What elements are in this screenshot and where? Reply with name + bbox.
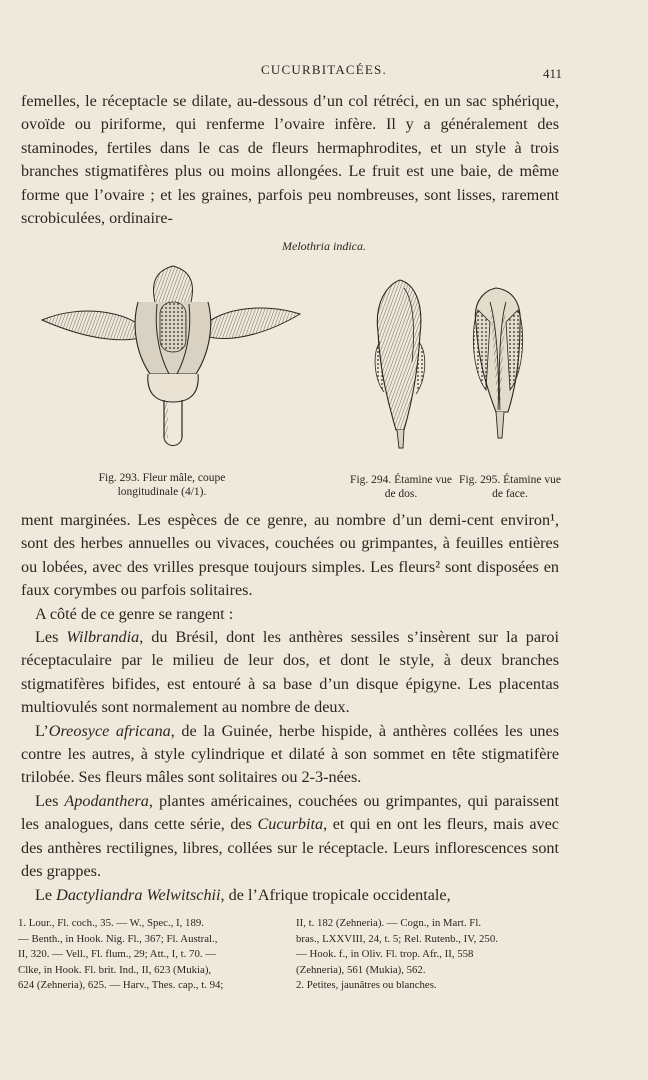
apodanthera-text: , plantes américaines, couchées ou grimpantes, qui paraissent les analogues, dans cette série, des	[21, 791, 559, 834]
apodanthera-genus: Apodanthera	[64, 791, 149, 810]
figure-293-caption: Fig. 293. Fleur mâle, coupe longitudinale (4/1).	[98, 472, 226, 498]
paragraph-dactyliandra	[21, 884, 559, 907]
footnote-line: (Zehneria), 561 (Mukia), 562.	[296, 963, 426, 976]
stamen-back-view-drawing	[375, 280, 425, 448]
oreosyce-text: , de la Guinée, herbe hispide, à anthères collées les unes contre les autres, à style cylindrique et dilaté à son sommet en tête stigmatifère trilobée. Ses fleurs mâles sont solitaires ou 2-3-nées.	[21, 721, 560, 787]
melothria-illustration	[20, 262, 580, 472]
dactyliandra-prefix: Le	[35, 885, 57, 904]
apodanthera-text-end: , et qui en ont les fleurs, mais avec des anthères rectilignes, libres, collées sur le réceptacle. Leurs inflorescences sont des grappes.	[21, 815, 559, 881]
running-title: CUCURBITACÉES.	[261, 62, 387, 77]
paragraph-oreosyce	[21, 720, 559, 790]
figure-illustrations	[20, 262, 580, 472]
male-flower-section-drawing	[42, 266, 300, 446]
footnote-line: II, 320. — Vell., Fl. flum., 29; Att., I, t. 70. —	[18, 948, 217, 961]
footnotes-left-column	[18, 916, 280, 994]
page-header	[0, 62, 648, 82]
paragraph-wilbrandia	[21, 626, 559, 720]
body-text-main	[21, 509, 559, 907]
stamen-front-view-drawing	[473, 288, 522, 438]
footnote-line: 624 (Zehneria), 625. — Harv., Thes. cap., t. 94;	[18, 979, 224, 992]
figure-295-caption: Fig. 295. Étamine vue de face.	[459, 474, 561, 500]
figure-title: Melothria indica.	[282, 239, 366, 253]
cucurbita-genus: Cucurbita	[257, 815, 324, 834]
paragraph-related-genera-intro: A côté de ce genre se rangent :	[35, 604, 234, 623]
wilbrandia-genus: Wilbrandia	[66, 628, 140, 647]
body-text-top	[21, 90, 559, 230]
figure-294-caption: Fig. 294. Étamine vue de dos.	[350, 474, 452, 500]
dactyliandra-species: Dactyliandra Welwitschii	[56, 885, 221, 904]
paragraph-continuation: femelles, le réceptacle se dilate, au-dessous d’un col rétréci, en un sac sphérique, ovoïde ou piriforme, qui renferme l’ovaire infère. Il y a généralement des staminodes, fertiles dans le cas de fleurs hermaphrodites, et un style à trois branches stigmatifères plus ou moins allongées. Le fruit est une baie, de même forme que l’ovaire ; et les graines, parfois peu nombreuses, sont lisses, rarement scrobiculées, ordinaire-	[21, 92, 559, 228]
apodanthera-prefix: Les	[35, 791, 65, 810]
dactyliandra-text: , de l’Afrique tropicale occidentale,	[220, 885, 451, 904]
page-number: 411	[542, 66, 562, 81]
oreosyce-prefix: L’	[35, 721, 49, 740]
footnote-line: — Benth., in Hook. Nig. Fl., 367; Fl. Austral.,	[18, 932, 218, 945]
footnote-line: Clke, in Hook. Fl. brit. Ind., II, 623 (Mukia),	[18, 963, 212, 976]
oreosyce-species: Oreosyce africana	[48, 721, 171, 740]
footnote-line: 1. Lour., Fl. coch., 35. — W., Spec., I, 189.	[18, 917, 204, 929]
paragraph-species-count: ment marginées. Les espèces de ce genre, au nombre d’un demi-cent environ¹, sont des herbes annuelles ou vivaces, couchées ou grimpantes, à feuilles entières ou lobées, avec des vrilles presque toujours simples. Les fleurs² sont disposées en faux corymbes ou parfois solitaires.	[21, 511, 559, 600]
wilbrandia-prefix: Les	[35, 628, 67, 647]
footnote-line: II, t. 182 (Zehneria). — Cogn., in Mart. Fl.	[296, 917, 482, 929]
wilbrandia-text: , du Brésil, dont les anthères sessiles s’insèrent sur la paroi réceptaculaire par le milieu de leur dos, et dont le style, à deux branches stigmatifères bifides, est entouré à sa base d’un disque épigyne. Les placentas multiovulés sont normalement au nombre de deux.	[21, 628, 560, 717]
footnote-line: 2. Petites, jaunâtres ou blanches.	[296, 979, 437, 992]
footnote-line: bras., LXXVIII, 24, t. 5; Rel. Rutenb., IV, 250.	[296, 932, 498, 945]
paragraph-apodanthera	[21, 790, 559, 884]
footnote-line: — Hook. f., in Oliv. Fl. trop. Afr., II, 558	[296, 948, 474, 961]
footnotes	[18, 916, 563, 996]
footnotes-right-column	[296, 916, 564, 994]
